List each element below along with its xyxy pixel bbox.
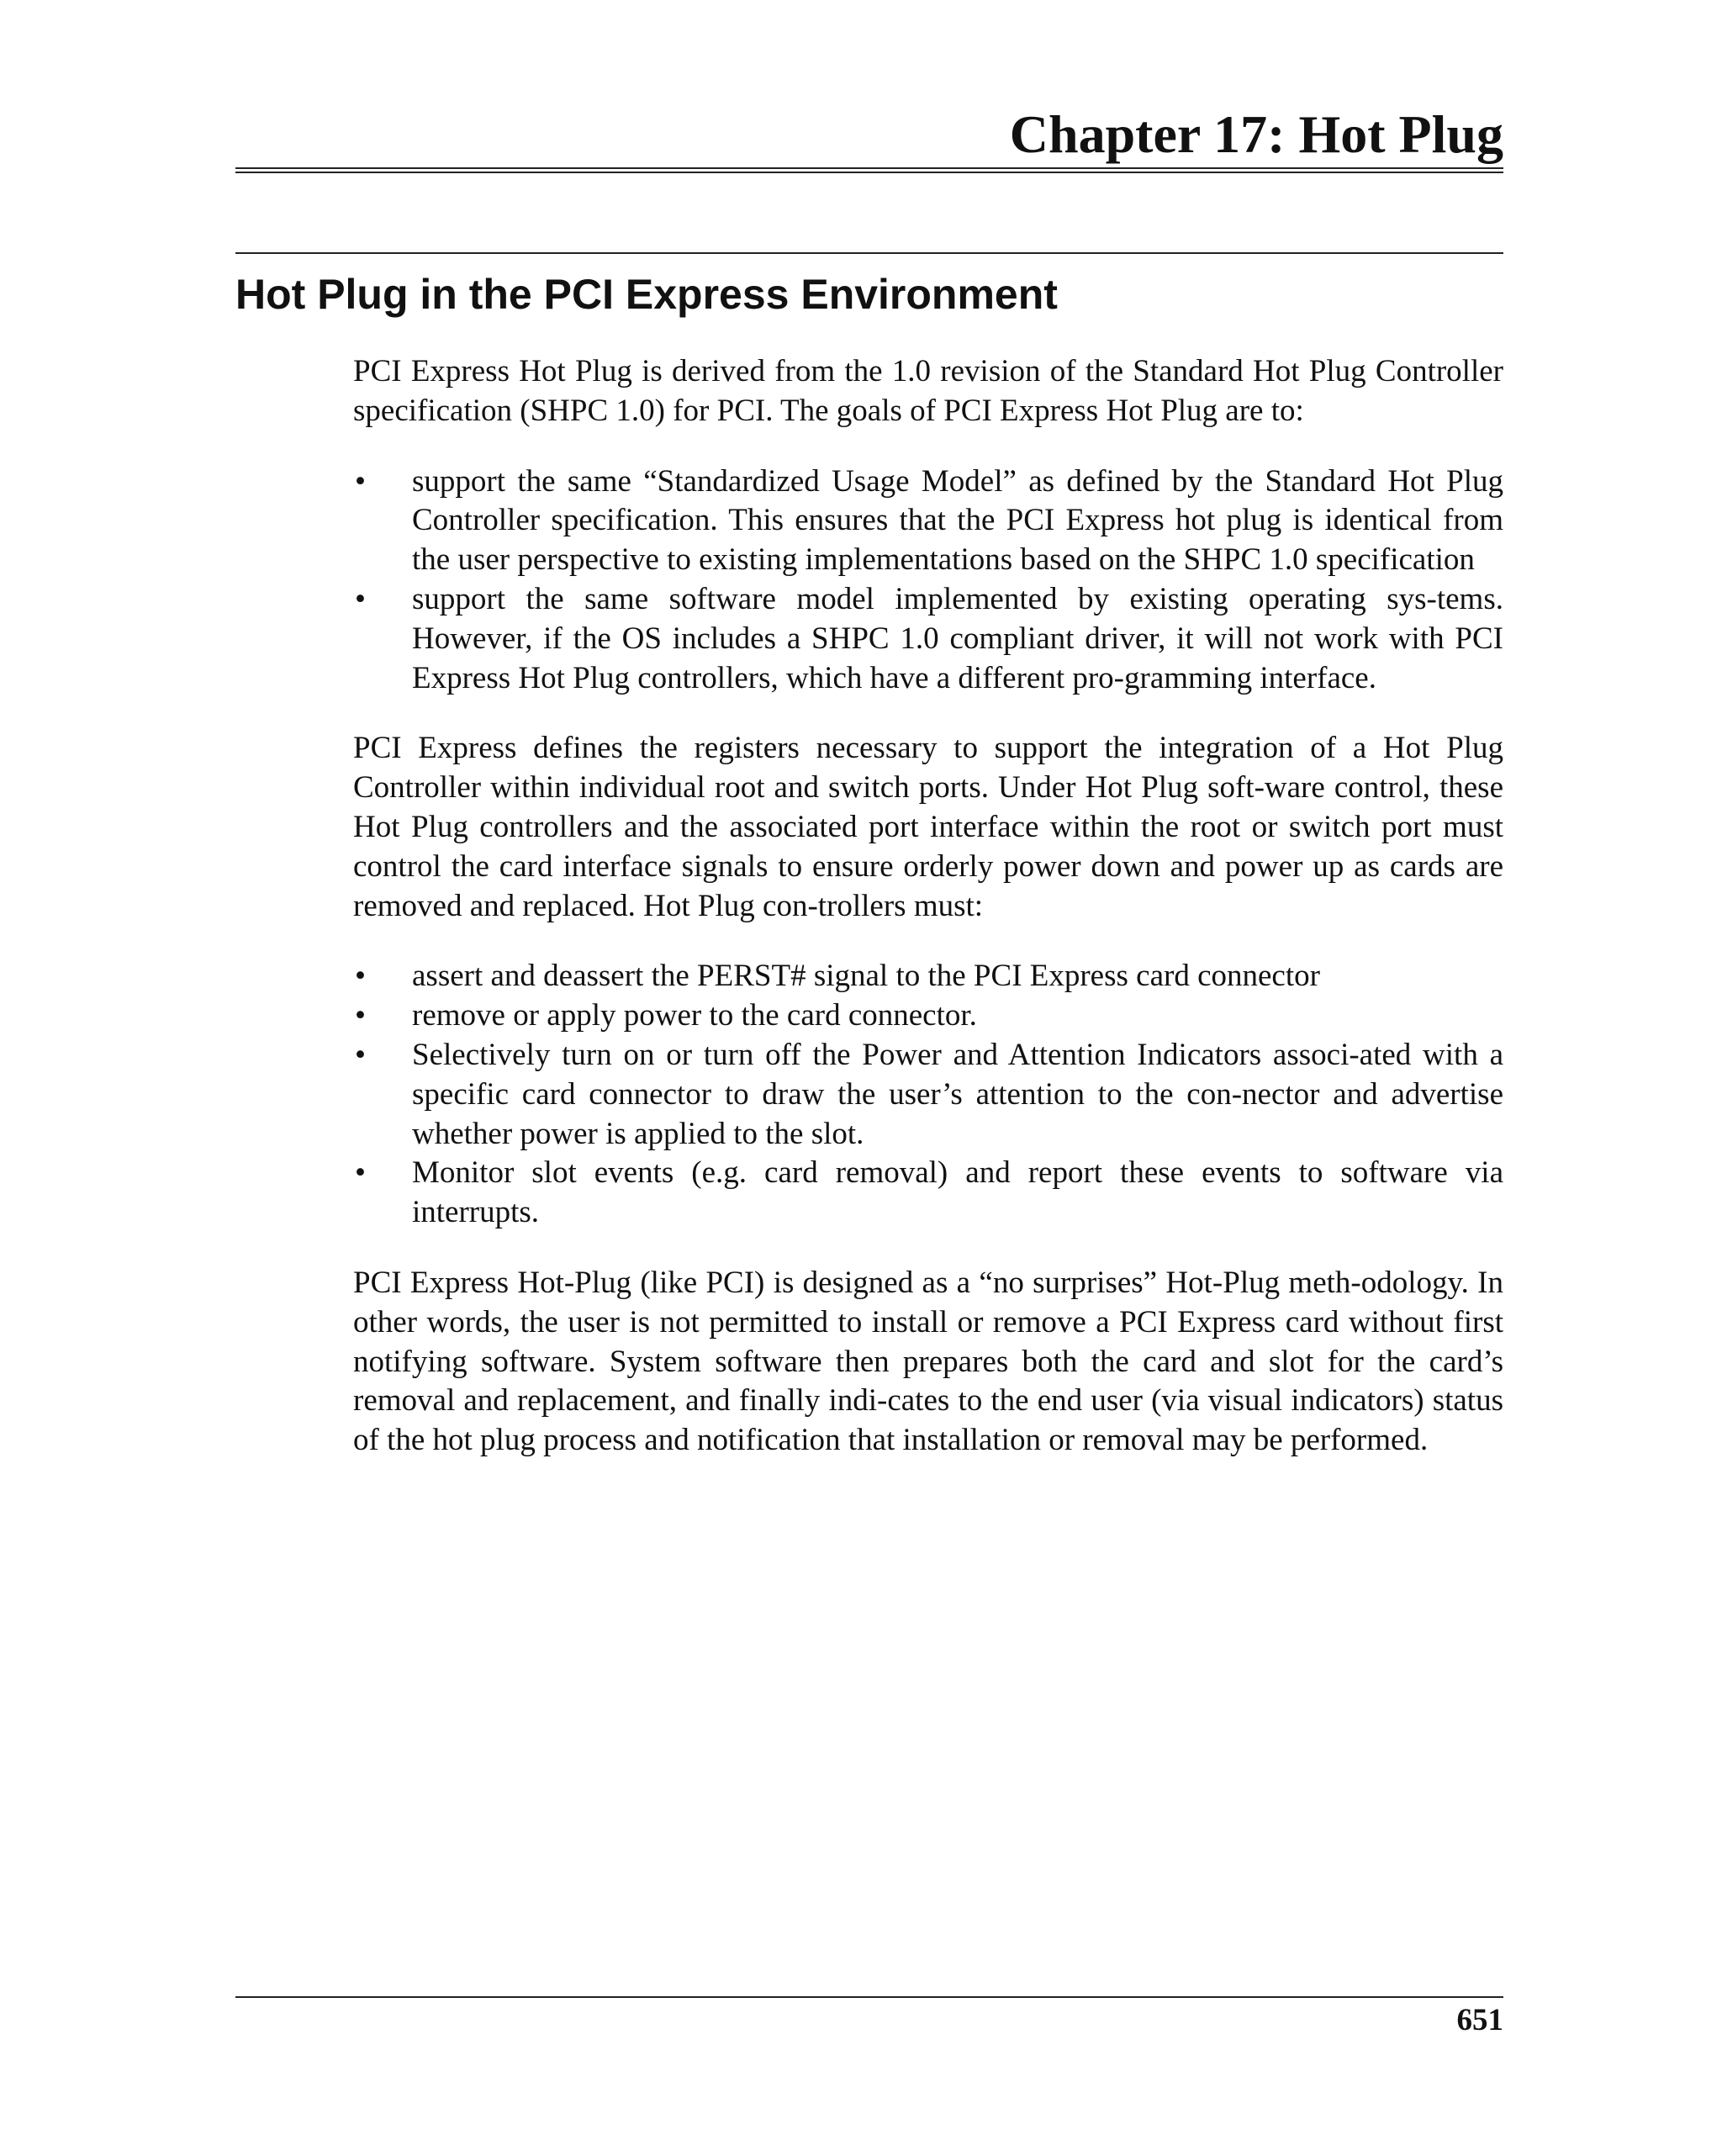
- list-item: [353, 1154, 1503, 1233]
- list-item: [353, 996, 1503, 1036]
- bullet-icon: •: [355, 463, 366, 499]
- header-double-rule: [235, 167, 1503, 173]
- paragraph-no-surprises: PCI Express Hot-Plug (like PCI) is designed as a “no surprises” Hot-Plug meth-odology. In other words, the user is not permitted to install or remove a PCI Express card without first notifying software. System software then prepares both the card and slot for the card’s removal and replacement, and finally indi-cates to the end user (via visual indicators) status of the hot plug process and notification that installation or removal may be performed.: [353, 1265, 1503, 1458]
- bullet-icon: •: [355, 581, 366, 616]
- list-item-text: Monitor slot events (e.g. card removal) and report these events to software via interrupts.: [412, 1155, 1503, 1230]
- footer-rule: [235, 1996, 1503, 1998]
- bullet-icon: •: [355, 1037, 366, 1072]
- list-item: [353, 580, 1503, 698]
- bullet-icon: •: [355, 998, 366, 1033]
- body-text: [353, 352, 1503, 1492]
- section-heading: Hot Plug in the PCI Express Environment: [235, 271, 1058, 318]
- controller-duties-list: [353, 957, 1503, 1233]
- list-item-text: remove or apply power to the card connector.: [412, 998, 977, 1033]
- list-item-text: assert and deassert the PERST# signal to the PCI Express card connector: [412, 959, 1320, 994]
- goals-list: [353, 462, 1503, 699]
- list-item-text: support the same software model implemented by existing operating sys-tems. However, if the OS includes a SHPC 1.0 compliant driver, it will not work with PCI Express Hot Plug controllers, which have a different pro-gramming interface.: [412, 581, 1503, 695]
- bullet-icon: •: [355, 1155, 366, 1191]
- list-item: [353, 957, 1503, 996]
- list-item-text: Selectively turn on or turn off the Power and Attention Indicators associ-ated with a specific card connector to draw the user’s attention to the con-nector and advertise whether power is applied to the slot.: [412, 1037, 1503, 1151]
- list-item-text: support the same “Standardized Usage Model” as defined by the Standard Hot Plug Controller specification. This ensures that the PCI Express hot plug is identical from the user perspective to existing implementations based on the SHPC 1.0 specification: [412, 463, 1503, 578]
- chapter-title: Chapter 17: Hot Plug: [1009, 104, 1503, 164]
- paragraph-intro: PCI Express Hot Plug is derived from the 1.0 revision of the Standard Hot Plug Controller specification (SHPC 1.0) for PCI. The goals of PCI Express Hot Plug are to:: [353, 354, 1503, 428]
- list-item: [353, 462, 1503, 580]
- section-rule: [235, 252, 1503, 254]
- paragraph-registers: PCI Express defines the registers necessary to support the integration of a Hot Plug Controller within individual root and switch ports. Under Hot Plug soft-ware control, these Hot Plug controllers and the associated port interface within the root or switch port must control the card interface signals to ensure orderly power down and power up as cards are removed and replaced. Hot Plug con-trollers must:: [353, 731, 1503, 923]
- page-number: 651: [1456, 2003, 1503, 2037]
- bullet-icon: •: [355, 959, 366, 994]
- list-item: [353, 1036, 1503, 1154]
